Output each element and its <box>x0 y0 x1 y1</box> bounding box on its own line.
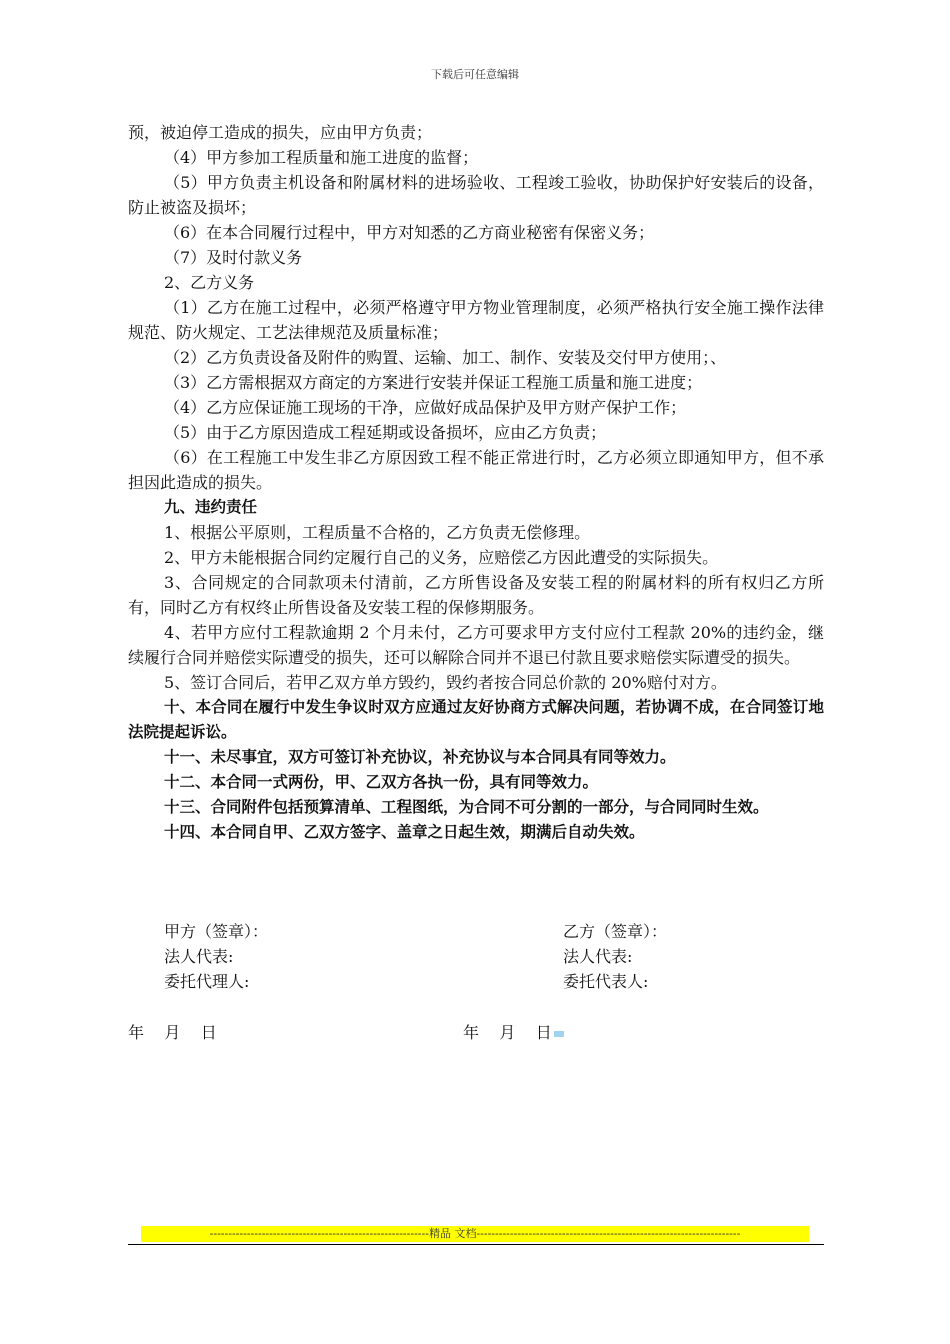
date-left: 年 月 日 <box>128 1023 217 1042</box>
party-a-legal-rep-label: 法人代表: <box>164 947 234 966</box>
clause-bold: 十三、合同附件包括预算清单、工程图纸，为合同不可分割的一部分，与合同同时生效。 <box>164 798 769 816</box>
date-right-line <box>463 1020 564 1043</box>
paragraph: （4）乙方应保证施工现场的干净，应做好成品保护及甲方财产保护工作； <box>164 398 687 417</box>
paragraph: （5）由于乙方原因造成工程延期或设备损坏，应由乙方负责； <box>164 423 607 442</box>
clause-bold: 十二、本合同一式两份，甲、乙双方各执一份，具有同等效力。 <box>164 773 599 791</box>
section-heading: 九、违约责任 <box>164 498 258 516</box>
paragraph: 4、若甲方应付工程款逾期 2 个月未付，乙方可要求甲方支付应付工程款 20%的违约金，继续履行合同并赔偿实际遭受的损失，还可以解除合同并不退已付款且要求赔偿实际遭受的损失。 <box>128 623 824 667</box>
paragraph: 1、根据公平原则，工程质量不合格的，乙方负责无偿修理。 <box>164 523 591 542</box>
party-b-seal-label: 乙方（签章）： <box>563 922 668 941</box>
paragraph: 预，被迫停工造成的损失，应由甲方负责； <box>128 123 433 142</box>
paragraph: （7）及时付款义务 <box>164 248 303 267</box>
party-a-agent-label: 委托代理人: <box>164 972 250 991</box>
paragraph: （3）乙方需根据双方商定的方案进行安装并保证工程施工质量和施工进度； <box>164 373 703 392</box>
party-a-seal-label: 甲方（签章）： <box>164 922 269 941</box>
footer-divider <box>128 1244 824 1245</box>
date-right: 年 月 日 <box>463 1023 552 1042</box>
paragraph: （2）乙方负责设备及附件的购置、运输、加工、制作、安装及交付甲方使用；、 <box>164 348 727 367</box>
party-a-signature-block <box>164 919 268 994</box>
highlight-mark <box>554 1031 564 1037</box>
paragraph: 3、合同规定的合同款项未付清前，乙方所售设备及安装工程的附属材料的所有权归乙方所有，同时乙方有权终止所售设备及安装工程的保修期服务。 <box>128 573 824 617</box>
party-b-signature-block <box>563 919 667 994</box>
page-header: 下载后可任意编辑 <box>431 68 519 81</box>
page-footer: -----------------------------------------------------------精品 文档----------------------------------------------------------------------- <box>141 1226 809 1242</box>
paragraph: （6）在工程施工中发生非乙方原因致工程不能正常进行时，乙方必须立即通知甲方，但不承担因此造成的损失。 <box>128 448 824 492</box>
paragraph: 2、甲方未能根据合同约定履行自己的义务，应赔偿乙方因此遭受的实际损失。 <box>164 548 719 567</box>
paragraph: （4）甲方参加工程质量和施工进度的监督； <box>164 148 479 167</box>
paragraph: （5）甲方负责主机设备和附属材料的进场验收、工程竣工验收，协助保护好安装后的设备，防止被盗及损坏； <box>128 173 824 217</box>
section-heading: 2、乙方义务 <box>164 273 255 292</box>
paragraph: （1）乙方在施工过程中，必须严格遵守甲方物业管理制度，必须严格执行安全施工操作法律规范、防火规定、工艺法律规范及质量标准； <box>128 298 824 342</box>
document-body <box>128 120 824 845</box>
clause-bold: 十四、本合同自甲、乙双方签字、盖章之日起生效，期满后自动失效。 <box>164 823 645 841</box>
party-b-legal-rep-label: 法人代表: <box>563 947 633 966</box>
paragraph: 5、签订合同后，若甲乙双方单方毁约，毁约者按合同总价款的 20%赔付对方。 <box>164 673 727 692</box>
party-b-agent-label: 委托代表人: <box>563 972 649 991</box>
paragraph: （6）在本合同履行过程中，甲方对知悉的乙方商业秘密有保密义务； <box>164 223 655 242</box>
clause-bold: 十一、未尽事宜，双方可签订补充协议，补充协议与本合同具有同等效力。 <box>164 748 676 766</box>
clause-bold: 十、本合同在履行中发生争议时双方应通过友好协商方式解决问题，若协调不成，在合同签订地法院提起诉讼。 <box>128 698 824 741</box>
